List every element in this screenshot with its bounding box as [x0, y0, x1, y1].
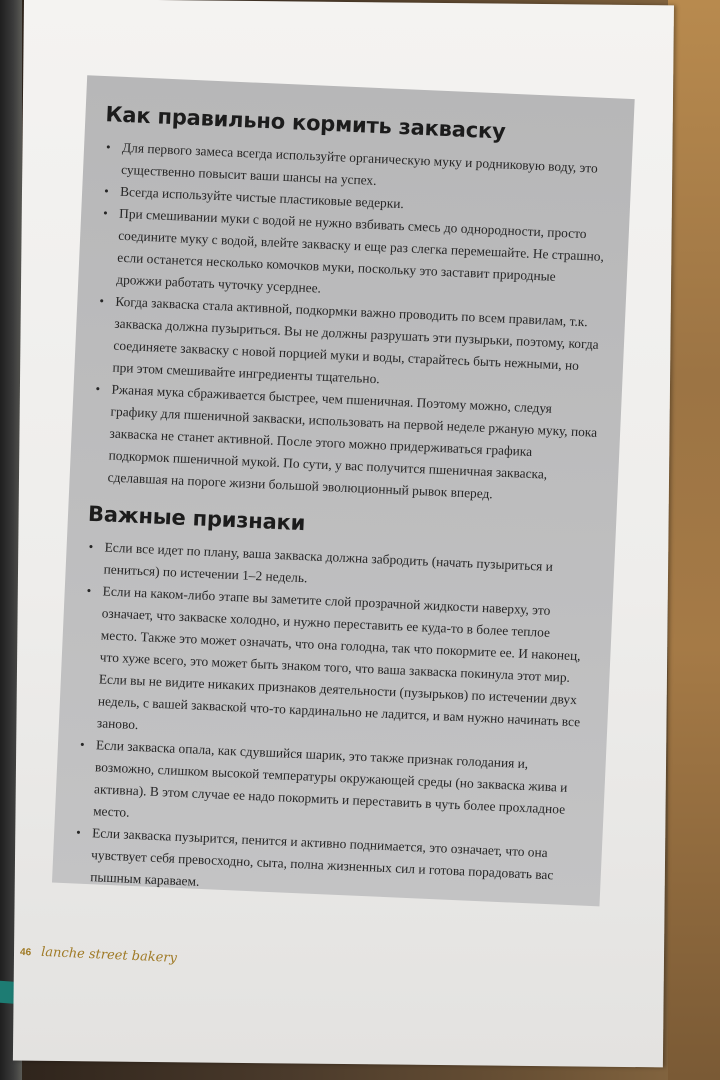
brand-logo: lanche street bakery: [40, 944, 178, 966]
list-item: • Когда закваска стала активной, подкормки важно проводить по всем правилам, т.к. закваска должна пузыриться. Вы не должны разрушать эти пузырьки, поэтому, когда соединяете закваску с новой порцией муки и воды, старайтесь быть нежными, но при этом смешивайте ингредиенты тщательно.: [94, 290, 602, 400]
feeding-list: [89, 136, 609, 510]
list-item: • Если закваска опала, как сдувшийся шарик, это также признак голодания и, возможно, слишком высокой температуры окружающей среды (но закваска жива и активна). В этом случае ее надо покормить и переставить в чуть более прохладное место.: [75, 734, 583, 844]
list-item: • Для первого замеса всегда используйте органическую муку и родниковую воду, это существенно повысит ваши шансы на успех.: [103, 136, 609, 202]
signs-list: [72, 536, 592, 910]
book-page: [13, 0, 674, 1067]
section-title-signs: Важные признаки: [87, 501, 306, 536]
list-item: • Всегда используйте чистые пластиковые ведерки.: [102, 180, 607, 224]
list-item: • Если все идет по плану, ваша закваска должна забродить (начать пузыриться и пениться) по истечении 1–2 недель.: [85, 536, 591, 602]
tip-content: [72, 102, 611, 909]
section-title-feeding: Как правильно кормить закваску: [105, 102, 507, 144]
list-item: • При смешивании муки с водой не нужно взбивать смесь до однородности, просто соедините муку с водой, влейте закваску и еще раз слегка перемешайте. Не страшно, если останется несколько комочков муки, поскольку это заставит природные дрожжи работать чуточку усерднее.: [98, 202, 606, 312]
page-footer: [20, 944, 177, 966]
page-number: 46: [19, 946, 32, 959]
list-item: • Если закваска пузырится, пенится и активно поднимается, это означает, что она чувствует себя превосходно, сыта, полна жизненных сил и готова порадовать вас пышным караваем.: [72, 821, 579, 909]
tip-box: [52, 75, 635, 906]
wooden-surface: [668, 0, 720, 1080]
list-item: • Если на каком-либо этапе вы заметите слой прозрачной жидкости наверху, это означает, что закваске холодно, и нужно переставить ее куда-то в более теплое место. Также это может означать, что она голодна, так что покормите ее. И наконец, что хуже всего, это может быть знаком того, что ваша закваска покинула этот мир. Если вы не видите никаких признаков деятельности (пузырьков) по истечении двух недель, с вашей закваской что-то кардинально не ладится, и вам нужно начинать все заново.: [78, 580, 589, 756]
list-item: • Ржаная мука сбраживается быстрее, чем пшеничная. Поэтому можно, следуя графику для пшеничной закваски, использовать на первой неделе ржаную муку, пока закваска не станет активной. После этого можно придерживаться графика подкормок пшеничной мукой. По сути, у вас получится пшеничная закваска, сделавшая на пороге жизни большой эволюционный рывок вперед.: [89, 378, 598, 510]
